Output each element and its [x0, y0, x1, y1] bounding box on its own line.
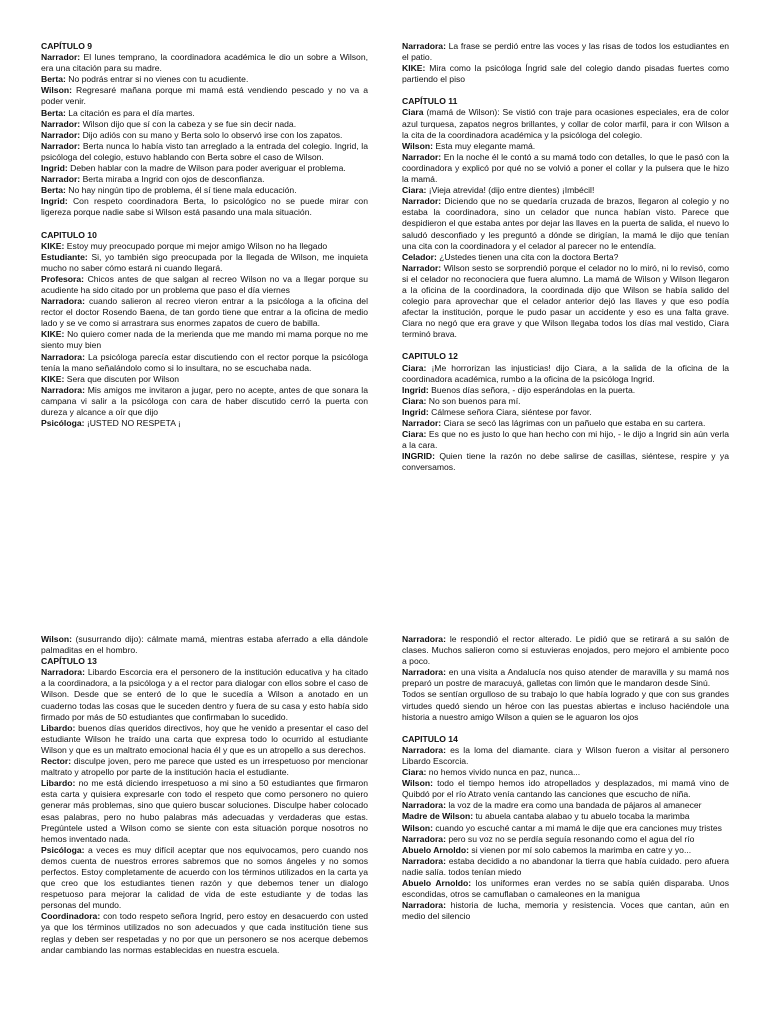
dialogue-text: Mira como la psicóloga Íngrid sale del colegio dando pisadas fuertes como partiendo el piso: [402, 63, 729, 85]
speaker-name: Berta:: [41, 107, 66, 118]
dialogue-text: ¡Me horrorizan las injusticias! dijo Ciara, a la salida de la oficina de la coordinadora académica, rumbo a la oficina de la psicóloga Ingrid.: [402, 362, 730, 384]
speaker-name: Ciara:: [402, 185, 427, 196]
dialogue-line: [41, 196, 368, 218]
speaker-name: Narrador:: [402, 196, 442, 207]
dialogue-text: Chicos antes de que salgan al recreo Wilson no va a llegar porque su acudiente ha sido citado por un problema que paso el día viernes: [41, 273, 369, 295]
dialogue-text: Sera que discuten por Wilson: [66, 373, 180, 384]
dialogue-line: [402, 396, 729, 407]
dialogue-text: (mamá de Wilson): Se vistió con traje para ocasiones especiales, era de color azul turquesa, zapatos negros brillantes, y collar de color marfil, para ir con Wilson a la cita de la coordinadora académica y la psicóloga del colegio.: [402, 107, 730, 140]
dialogue-line: [402, 745, 729, 767]
dialogue-text: pero su voz no se perdía seguía resonando como el agua del río: [448, 833, 695, 844]
dialogue-line: [41, 667, 368, 722]
dialogue-text: La frase se perdió entre las voces y las risas de todos los estudiantes en el patio.: [402, 41, 730, 63]
speaker-name: Psicóloga:: [41, 844, 85, 855]
speaker-name: Libardo:: [41, 778, 76, 789]
dialogue-line: [402, 856, 729, 878]
dialogue-line: [402, 263, 729, 341]
speaker-name: Coordinadora:: [41, 911, 101, 922]
dialogue-line: [41, 185, 368, 196]
chapter-heading: CAPÍTULO 11: [402, 96, 458, 107]
speaker-name: Narrador:: [402, 418, 442, 428]
chapter-heading: CAPITULO 12: [402, 351, 458, 362]
speaker-name: Berta:: [41, 185, 66, 196]
speaker-name: Libardo:: [41, 722, 76, 733]
dialogue-text: No hay ningún tipo de problema, él sí tiene mala educación.: [68, 185, 297, 196]
dialogue-line: [41, 119, 368, 130]
speaker-name: Celador:: [402, 251, 437, 262]
speaker-name: KIKE:: [41, 240, 65, 251]
dialogue-text: Cálmese señora Ciara, siéntese por favor.: [431, 406, 592, 417]
dialogue-line: [402, 141, 729, 152]
dialogue-line: [41, 329, 368, 351]
speaker-name: Wilson:: [41, 634, 72, 644]
speaker-name: Narrador:: [402, 151, 442, 162]
dialogue-line: [41, 352, 368, 374]
dialogue-text: no me está diciendo irrespetuoso a mi sino a 50 estudiantes que firmaron esta carta y quisiera expresarle con todo el respeto que como personero no quiero generar más problemas, sino que quiero buscar soluciones. Disculpe haber colocado esas palabras, pero no hubo palabras más adecuadas y verdaderas que estas. Pregúntele usted a Wilson como se siente con esta situación porque nosotros no hemos inventado nada.: [41, 778, 368, 844]
dialogue-line: [41, 418, 368, 429]
dialogue-text: ¡Vieja atrevida! (dijo entre dientes) ¡Imbécil!: [428, 185, 595, 196]
dialogue-text: buenos días queridos directivos, hoy que he venido a presentar el caso del estudiante Wilson he traído una carta que expresa todo lo ocurrido al estudiante Wilson y que es un maltrato emocional hacia él y que es un atropello a sus derechos.: [41, 722, 368, 755]
speaker-name: Narradora:: [402, 855, 446, 866]
speaker-name: Narradora:: [402, 800, 446, 811]
dialogue-line: [41, 141, 368, 163]
text-column-top-left: [41, 41, 368, 429]
dialogue-text: Dijo adiós con su mano y Berta solo lo observó irse con los zapatos.: [82, 129, 343, 140]
dialogue-line: [402, 834, 729, 845]
speaker-name: Narrador:: [41, 52, 81, 63]
speaker-name: Narradora:: [402, 833, 446, 844]
speaker-name: Ciara:: [402, 767, 427, 778]
dialogue-text: (susurrando dijo): cálmate mamá, mientras estaba aferrado a ella dándole palmaditas en el hombro.: [41, 634, 368, 656]
speaker-name: INGRID:: [402, 451, 435, 462]
dialogue-text: En la noche él le contó a su mamá todo con detalles, lo que le pasó con la coordinadora y explicó por qué no se volvió a poner el collar y la pulsera que le hizo la mamá.: [402, 151, 730, 185]
chapter-heading: CAPITULO 14: [402, 733, 458, 744]
dialogue-line: [41, 634, 368, 656]
speaker-name: Abuelo Arnoldo:: [402, 877, 472, 888]
dialogue-line: [402, 767, 729, 778]
dialogue-text: Libardo Escorcia era el personero de la institución educativa y ha citado a la coordinadora, a la psicóloga y a el rector para dialogar con ellos sobre el caso de Wilson. Desde que se enteró de lo que le sucedía a Wilson a anotado en un cuaderno todas las cosas que le suceden dentro y fuera de su casa y esto había sido firmado por más de 50 estudiantes que confirmaban lo sucedido.: [41, 667, 368, 722]
speaker-name: KIKE:: [402, 63, 426, 74]
speaker-name: Ingrid:: [41, 196, 68, 207]
dialogue-line: [402, 407, 729, 418]
dialogue-line: [41, 74, 368, 85]
speaker-name: KIKE:: [41, 329, 65, 340]
dialogue-text: Wilson dijo que sí con la cabeza y se fue sin decir nada.: [82, 118, 297, 129]
speaker-name: Ingrid:: [41, 163, 68, 174]
speaker-name: Narrador:: [41, 129, 81, 140]
dialogue-text: La psicóloga parecía estar discutiendo con el rector porque la psicóloga tenía la mano señalándolo como si lo insultara, no se escuchaba nada.: [41, 351, 368, 373]
dialogue-line: [402, 429, 729, 451]
speaker-name: Psicóloga:: [41, 418, 85, 429]
speaker-name: Narradora:: [402, 634, 446, 644]
dialogue-line: [41, 130, 368, 141]
speaker-name: Madre de Wilson:: [402, 811, 474, 822]
dialogue-line: [402, 634, 729, 667]
dialogue-line: [402, 845, 729, 856]
dialogue-text: todo el tiempo hemos ido atropellados y desplazados, mi mamá vino de Quibdó por el río Atrato venía cantando las canciones que escucho de niña.: [402, 778, 730, 800]
dialogue-text: en una visita a Andalucía nos quiso atender de maravilla y su mamá nos preparó un postre de maracuyá, galletas con limón que le mandaron desde Sinú.: [402, 667, 729, 689]
speaker-name: Narrador:: [402, 262, 442, 273]
dialogue-line: [402, 823, 729, 834]
speaker-name: Ciara:: [402, 362, 427, 373]
dialogue-line: [41, 163, 368, 174]
dialogue-text: Berta nunca lo había visto tan arreglado a la entrada del colegio. Ingrid, la psicóloga del colegio, estuvo hablando con Berta sobre el caso de Wilson.: [41, 140, 368, 162]
text-column-bottom-right: [402, 634, 729, 922]
dialogue-text: no hemos vivido nunca en paz, nunca...: [428, 767, 581, 778]
speaker-name: Narradora:: [41, 296, 85, 307]
speaker-name: Narradora:: [402, 41, 446, 51]
dialogue-line: [402, 900, 729, 922]
dialogue-line: [41, 374, 368, 385]
dialogue-line: [402, 689, 729, 722]
dialogue-text: Mis amigos me invitaron a jugar, pero no acepte, antes de que sonara la campana vi salir a la psicóloga con cara de haber discutido cerró la puerta con dureza y alcance a oír que dijo: [41, 384, 368, 417]
dialogue-line: [41, 274, 368, 296]
speaker-name: Ciara:: [402, 429, 427, 440]
dialogue-line: [402, 811, 729, 822]
dialogue-line: [402, 252, 729, 263]
dialogue-text: tu abuela cantaba alabao y tu abuelo tocaba la marimba: [475, 811, 690, 822]
dialogue-text: Estoy muy preocupado porque mi mejor amigo Wilson no ha llegado: [66, 240, 328, 251]
dialogue-text: estaba decidido a no abandonar la tierra que había cuidado. pero afuera nadie salía. todos tenían miedo: [402, 855, 730, 877]
dialogue-line: [41, 52, 368, 74]
dialogue-text: Berta miraba a Ingrid con ojos de desconfianza.: [82, 174, 265, 185]
dialogue-line: [402, 41, 729, 63]
dialogue-line: [402, 878, 729, 900]
dialogue-text: si vienen por mí solo cabemos la marimba en catre y yo...: [471, 844, 692, 855]
dialogue-line: [41, 723, 368, 756]
dialogue-text: cuando yo escuché cantar a mi mamá le dije que era canciones muy tristes: [435, 822, 722, 833]
chapter-heading: CAPÍTULO 13: [41, 656, 97, 667]
dialogue-text: Diciendo que no se quedaría cruzada de brazos, llegaron al colegio y no estaba la coordinadora, sino un celador que nunca habían visto. Parece que despidieron el que estaba antes por dejar las llaves en la puerta de salida, el nuevo lo saludó desconfiado y les preguntó a dónde se dirigían, la mamá le dijo que tenían una cita con la coordinadora y el celador al parecer no le entendía.: [402, 196, 729, 251]
dialogue-text: le respondió el rector alterado. Le pidió que se retirará a su salón de clases. Muchos salieron como si estuvieras enojados, pero mejoro el ambiente poco a poco.: [402, 634, 729, 667]
dialogue-line: [402, 363, 729, 385]
speaker-name: Rector:: [41, 756, 72, 767]
speaker-name: Abuelo Arnoldo:: [402, 844, 469, 855]
speaker-name: Narradora:: [402, 744, 446, 755]
dialogue-line: [41, 85, 368, 107]
dialogue-line: [402, 196, 729, 251]
dialogue-text: a veces es muy difícil aceptar que nos equivocamos, pero cuando nos demos cuenta de nuestros errores sabremos que no somos ángeles y no somos perfectos. Estoy completamente de acuerdo con los términos utilizados en la carta ya que creo que los estudiantes tienen razón y que debemos tener un dialogo respetuoso para mejorar la calidad de vida de este estudiante y de todas las personas del mundo.: [41, 844, 369, 911]
speaker-name: Ciara: [402, 107, 424, 118]
speaker-name: Berta:: [41, 74, 66, 85]
dialogue-line: [41, 778, 368, 845]
dialogue-line: [402, 385, 729, 396]
speaker-name: Wilson:: [41, 85, 72, 96]
dialogue-line: [402, 778, 729, 800]
speaker-name: Ingrid:: [402, 406, 429, 417]
dialogue-text: No quiero comer nada de la merienda que me mando mi mama porque no me siento muy bien: [41, 329, 369, 351]
dialogue-text: historia de lucha, memoria y resistencia. Voces que cantan, aún en medio del silencio: [402, 900, 730, 922]
chapter-heading: CAPITULO 10: [41, 229, 97, 240]
dialogue-text: Deben hablar con la madre de Wilson para poder averiguar el problema.: [70, 163, 346, 174]
speaker-name: Narradora:: [41, 667, 85, 678]
chapter-heading: CAPÍTULO 9: [41, 41, 93, 51]
dialogue-line: [402, 800, 729, 811]
dialogue-text: Es que no es justo lo que han hecho con mi hijo, - le dijo a Ingrid sin aún verla a la cara.: [402, 429, 729, 451]
speaker-name: Narradora:: [41, 384, 85, 395]
dialogue-text: Regresaré mañana porque mi mamá está vendiendo pescado y no va a poder venir.: [41, 85, 368, 107]
speaker-name: Narrador:: [41, 140, 81, 151]
dialogue-text: Ciara se secó las lágrimas con un pañuelo que estaba en su cartera.: [443, 418, 706, 428]
dialogue-line: [41, 845, 368, 912]
dialogue-text: No podrás entrar si no vienes con tu acudiente.: [68, 74, 249, 85]
speaker-name: Narradora:: [402, 900, 446, 911]
dialogue-line: [41, 241, 368, 252]
speaker-name: Profesora:: [41, 273, 84, 284]
dialogue-line: [402, 185, 729, 196]
dialogue-text: Buenos días señora, - dijo esperándolas en la puerta.: [431, 384, 636, 395]
dialogue-text: disculpe joven, pero me parece que usted es un irrespetuoso por mencionar maltrato y atropello por parte de la institución hacia el estudiante.: [41, 756, 368, 778]
speaker-name: Ingrid:: [402, 384, 429, 395]
dialogue-text: Esta muy elegante mamá.: [435, 140, 536, 151]
speaker-name: Narradora:: [41, 351, 85, 362]
text-column-top-right: [402, 41, 729, 473]
dialogue-line: [41, 385, 368, 418]
speaker-name: Narrador:: [41, 174, 81, 185]
text-column-bottom-left: [41, 634, 368, 956]
speaker-name: Wilson:: [402, 778, 433, 789]
dialogue-line: [402, 107, 729, 140]
dialogue-text: ¿Ustedes tienen una cita con la doctora Berta?: [439, 251, 619, 262]
dialogue-line: [402, 152, 729, 185]
dialogue-line: [41, 108, 368, 119]
dialogue-text: Si, yo también sigo preocupada por la llegada de Wilson, me inquieta mucho no saber cómo estará ni cuando llegará.: [41, 251, 369, 273]
dialogue-text: La citación es para el día martes.: [68, 107, 195, 118]
dialogue-line: [402, 451, 729, 473]
dialogue-text: ¡USTED NO RESPETA ¡: [86, 418, 181, 429]
dialogue-line: [402, 418, 729, 429]
dialogue-text: con todo respeto señora Ingrid, pero estoy en desacuerdo con usted ya que los términos utilizados no son adecuados y que cada institución tiene sus reglas y deben ser respetadas y no por que un personero se nos acerque debemos andar cambiando las normas establecidas en nuestra escuela.: [41, 911, 369, 955]
speaker-name: Wilson:: [402, 822, 433, 833]
dialogue-text: cuando salieron al recreo vieron entrar a la psicóloga a la oficina del rector el doctor Rosendo Baena, de tan gordo tiene que entrar a la oficina de medio lado y se ve como si arrastrara sus enormes zapatos de cuero de babilla.: [41, 296, 368, 329]
dialogue-text: Con respeto coordinadora Berta, lo psicológico no se puede mirar con ligereza porque nadie sabe si Wilson está pasando una mala situación.: [41, 196, 368, 218]
dialogue-text: Quien tiene la razón no debe salirse de casillas, siéntese, respire y ya conversamos.: [402, 451, 729, 473]
dialogue-line: [41, 911, 368, 955]
dialogue-line: [402, 667, 729, 689]
dialogue-text: Todos se sentían orgulloso de su trabajo lo que había logrado y que con sus grandes virtudes quedó siendo un héroe con las puestas abiertas e incluso haciéndole una historia a nuestro amigo Wilson a quien se le aguaron los ojos: [402, 689, 729, 722]
dialogue-line: [41, 296, 368, 329]
dialogue-text: es la loma del diamante. ciara y Wilson fueron a visitar al personero Libardo Escorcia.: [402, 744, 729, 766]
dialogue-line: [41, 756, 368, 778]
dialogue-text: Wilson sesto se sorprendió porque el celador no lo miró, ni lo revisó, como si el celador no reconociera que fuera alumno. La mamá de Wilson y Wilson llegaron a la oficina de la coordinadora, la coordinada dijo que Wilson se había salido del colegio para aprovechar que el celador anterior dejó las llaves y que eso podía afectar la institución, porque le pudo pasar un accidente y eso es una falta grave. Ciara no negó que era grave y que Wilson llegaba todos los días mal vestido, Ciara terminó brava.: [402, 262, 729, 340]
speaker-name: Ciara:: [402, 395, 427, 406]
dialogue-line: [41, 252, 368, 274]
dialogue-text: No son buenos para mí.: [428, 395, 521, 406]
speaker-name: Narrador:: [41, 118, 81, 129]
speaker-name: Narradora:: [402, 667, 446, 678]
dialogue-line: [41, 174, 368, 185]
dialogue-text: El lunes temprano, la coordinadora académica le dio un sobre a Wilson, era una citación para su madre.: [41, 52, 368, 74]
speaker-name: KIKE:: [41, 373, 65, 384]
speaker-name: Wilson:: [402, 140, 433, 151]
dialogue-text: los uniformes eran verdes no se sabía quién disparaba. Unos escondidas, otros se camuflaban o camaleones en la manigua: [402, 877, 729, 900]
dialogue-text: la voz de la madre era como una bandada de pájaros al amanecer: [448, 800, 702, 811]
dialogue-line: [402, 63, 729, 85]
speaker-name: Estudiante:: [41, 251, 88, 262]
